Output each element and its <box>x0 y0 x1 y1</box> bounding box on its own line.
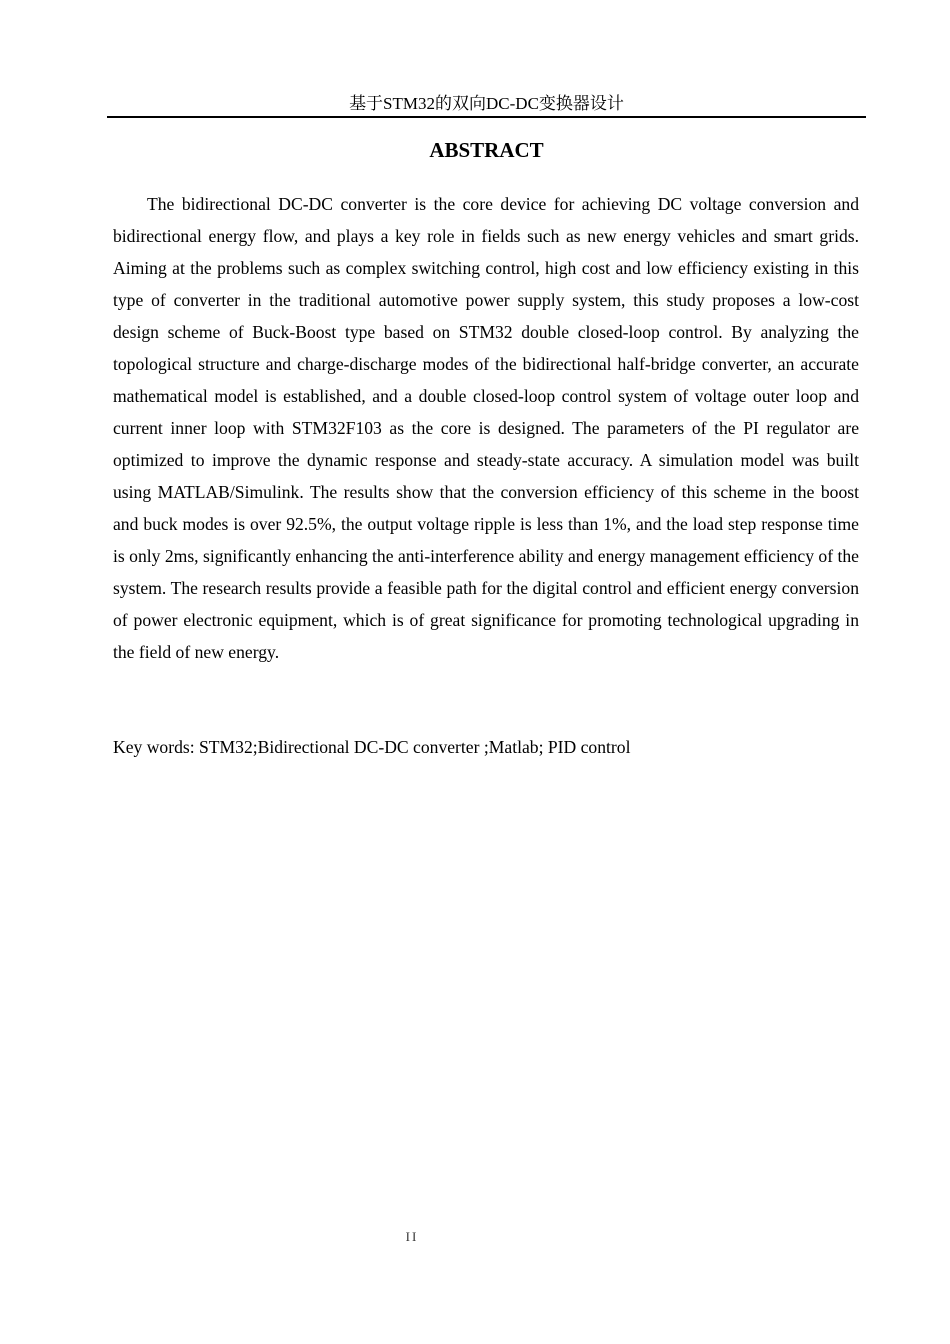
abstract-heading: ABSTRACT <box>429 138 544 162</box>
page-number: II <box>405 1229 419 1244</box>
running-header: 基于STM32的双向DC-DC变换器设计 <box>107 90 866 118</box>
abstract-paragraph: The bidirectional DC-DC converter is the core device for achieving DC voltage conversion and bidirectional energy flow, and plays a key role in fields such as new energy vehicles and smart grids. Aiming at the problems such as complex switching control, high cost and low efficiency existing in this type of converter in the traditional automotive power supply system, this study proposes a low-cost design scheme of Buck-Boost type based on STM32 double closed-loop control. By analyzing the topological structure and charge-discharge modes of the bidirectional half-bridge converter, an accurate mathematical model is established, and a double closed-loop control system of voltage outer loop and current inner loop with STM32F103 as the core is designed. The parameters of the PI regulator are optimized to improve the dynamic response and steady-state accuracy. A simulation model was built using MATLAB/Simulink. The results show that the conversion efficiency of this scheme in the boost and buck modes is over 92.5%, the output voltage ripple is less than 1%, and the load step response time is only 2ms, significantly enhancing the anti-interference ability and energy management efficiency of the system. The research results provide a feasible path for the digital control and efficient energy conversion of power electronic equipment, which is of great significance for promoting technological upgrading in the field of new energy. <box>113 194 859 662</box>
keywords-line: Key words: STM32;Bidirectional DC-DC converter ;Matlab; PID control <box>113 737 631 757</box>
